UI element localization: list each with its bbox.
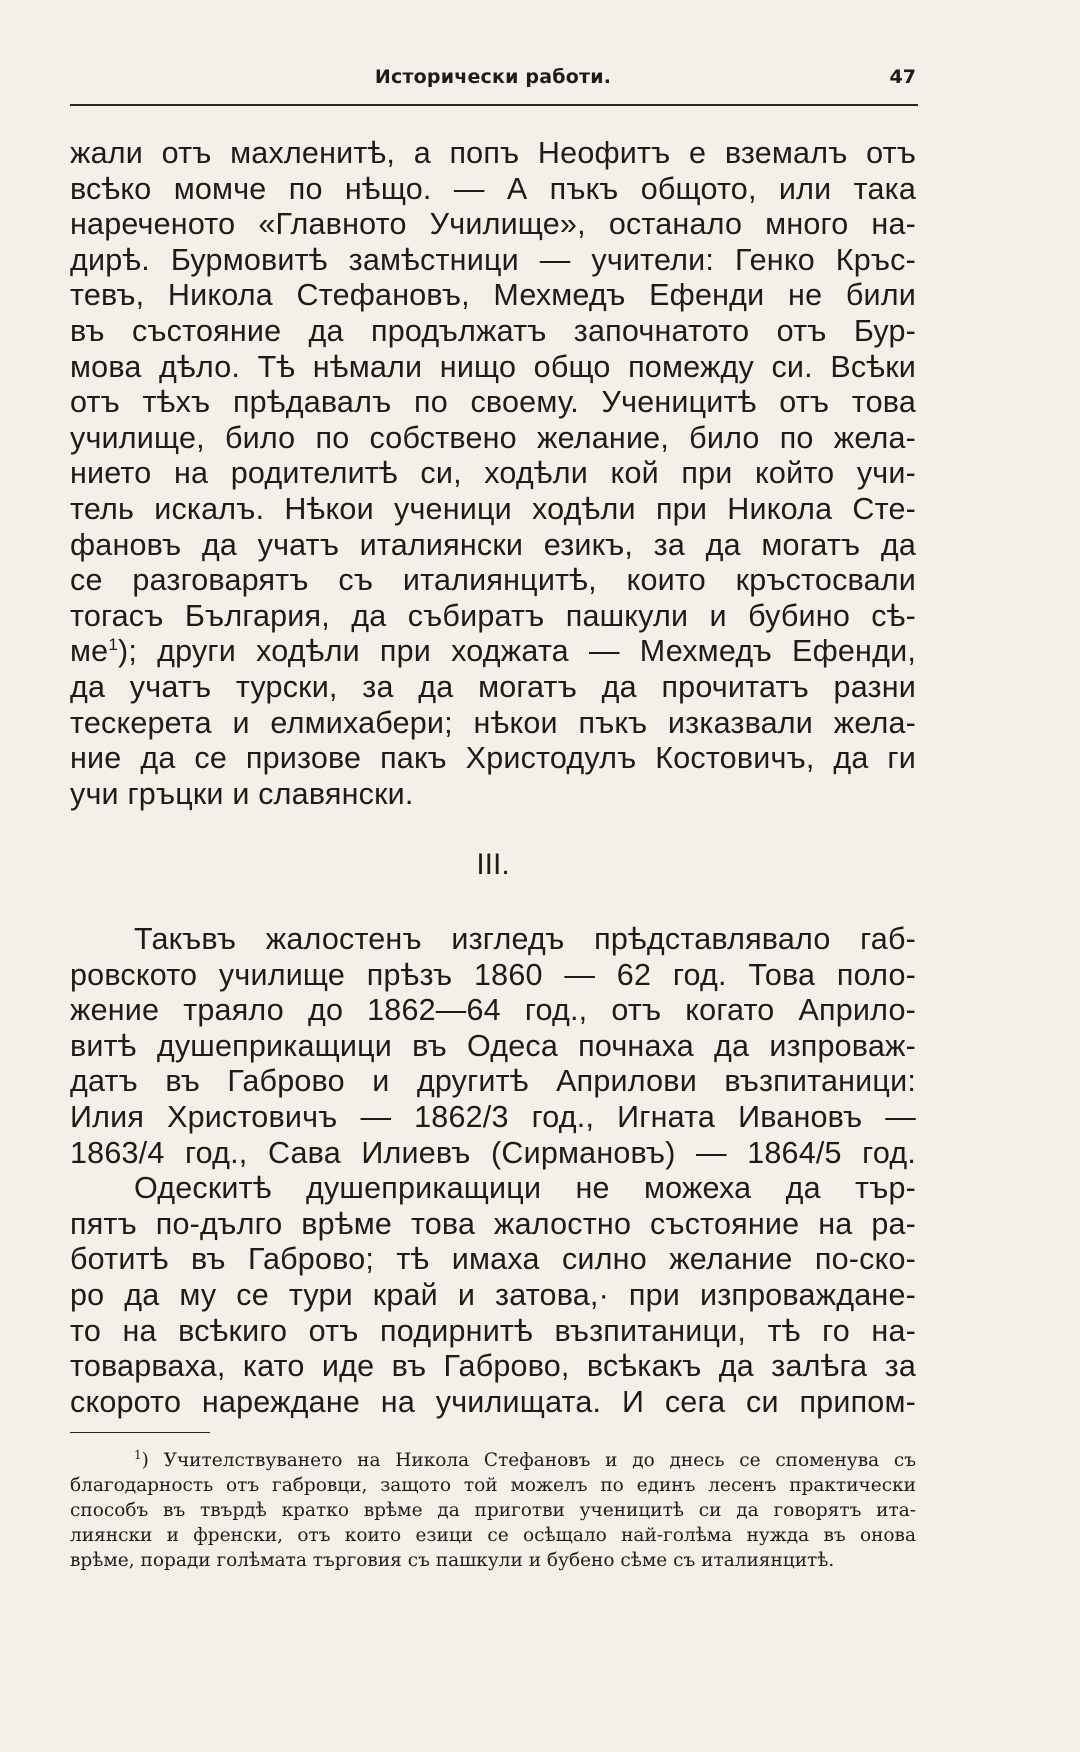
- footnote-line: благодарность отъ габровци, защото той можелъ по единъ лесенъ практически: [70, 1475, 916, 1496]
- text-line: то на всѣкиго отъ подирнитѣ възпитаници, тѣ го на-: [70, 1313, 916, 1348]
- running-head-title: Исторически работи.: [374, 66, 612, 88]
- text-line-with-footnote-ref: [70, 634, 916, 670]
- text-line: витѣ душеприкащици въ Одеса почнаха да изпроваж-: [70, 1028, 916, 1063]
- text-line: тескерета и елмихабери; нѣкои пъкъ изказвали жела-: [70, 705, 916, 740]
- text-line: училище, било по собствено желание, било по жела-: [70, 420, 916, 455]
- text-line: въ състояние да продължатъ започнатото отъ Бур-: [70, 313, 916, 348]
- header-rule: [70, 104, 918, 106]
- text-line: Одескитѣ душеприкащици не можеха да тър-: [134, 1171, 916, 1206]
- paragraph-2: [70, 922, 916, 1420]
- text-line: Илия Христовичъ — 1862/3 год., Игната Ивановъ —: [70, 1099, 916, 1134]
- text-line: ние да се призове пакъ Христодулъ Костовичъ, да ги: [70, 741, 916, 776]
- text-line: товарваха, като иде въ Габрово, всѣкакъ да залѣга за: [70, 1349, 916, 1384]
- text-line: ботитѣ въ Габрово; тѣ имаха силно желание по-ско-: [70, 1242, 916, 1277]
- text-line: нието на родителитѣ си, ходѣли кой при който учи-: [70, 456, 916, 491]
- text-line: фановъ да учатъ италиянски езикъ, за да могатъ да: [70, 527, 916, 562]
- text-line: всѣко момче по нѣщо. — А пъкъ общото, или така: [70, 171, 916, 206]
- section-heading: III.: [476, 848, 510, 881]
- text-line: ро да му се тури край и затова,· при изпроваждане-: [70, 1277, 916, 1312]
- text-line: мова дѣло. Тѣ нѣмали нищо общо помежду си. Всѣки: [70, 349, 916, 384]
- text-line: жали отъ махленитѣ, а попъ Неофитъ е вземалъ отъ: [70, 136, 916, 170]
- text-line: тель искалъ. Нѣкои ученици ходѣли при Никола Сте-: [70, 491, 916, 526]
- line-end: ); други ходѣли при ходжата — Мехмедъ Ефенди,: [118, 634, 916, 669]
- paragraph-1: [70, 136, 916, 812]
- footnote-line: способъ въ твърдѣ кратко врѣме да приготви ученицитѣ си да говорятъ ита-: [70, 1500, 916, 1521]
- text-line: жение траяло до 1862—64 год., отъ когато Априло-: [70, 993, 916, 1028]
- text-line: нареченото «Главното Училище», останало много на-: [70, 207, 916, 242]
- line-start: ме: [70, 634, 109, 669]
- footnote: [70, 1448, 916, 1573]
- text-line: отъ тѣхъ прѣдавалъ по своему. Ученицитѣ отъ това: [70, 385, 916, 420]
- footnote-first-line-text: ) Учителствуването на Никола Стефановъ и до днесь се споменува съ: [141, 1450, 916, 1471]
- footnote-reference[interactable]: 1: [108, 635, 118, 655]
- footnote-line: [70, 1448, 916, 1473]
- text-line: Такъвъ жалостенъ изгледъ прѣдставлявало габ-: [134, 922, 916, 956]
- text-line: скорото нареждане на училищата. И сега си припом-: [70, 1384, 916, 1419]
- footnote-line: лиянски и френски, отъ които езици се осѣщало най-голѣма нужда въ онова: [70, 1525, 916, 1546]
- text-line: тогасъ България, да събиратъ пашкули и бубино сѣ-: [70, 598, 916, 633]
- text-line: дирѣ. Бурмовитѣ замѣстници — учители: Генко Кръс-: [70, 242, 916, 277]
- page-number: 47: [889, 66, 916, 88]
- text-line: тевъ, Никола Стефановъ, Мехмедъ Ефенди не били: [70, 278, 916, 313]
- text-line: да учатъ турски, за да могатъ да прочитатъ разни: [70, 669, 916, 704]
- footnote-line: врѣме, поради голѣмата търговия съ пашкули и бубено сѣме съ италиянцитѣ.: [70, 1550, 835, 1571]
- text-line: се разговарятъ съ италиянцитѣ, които кръстосвали: [70, 563, 916, 598]
- text-line: пятъ по-дълго врѣме това жалостно състояние на ра-: [70, 1206, 916, 1241]
- text-line: ровското училище прѣзъ 1860 — 62 год. Това поло-: [70, 957, 916, 992]
- footnote-rule: [70, 1432, 210, 1433]
- text-line: 1863/4 год., Сава Илиевъ (Сирмановъ) — 1864/5 год.: [70, 1135, 916, 1170]
- running-head: [70, 66, 916, 100]
- text-line: датъ въ Габрово и другитѣ Априлови възпитаници:: [70, 1064, 916, 1099]
- text-line: учи гръцки и славянски.: [70, 776, 414, 811]
- footnote-mark: 1: [134, 1447, 142, 1462]
